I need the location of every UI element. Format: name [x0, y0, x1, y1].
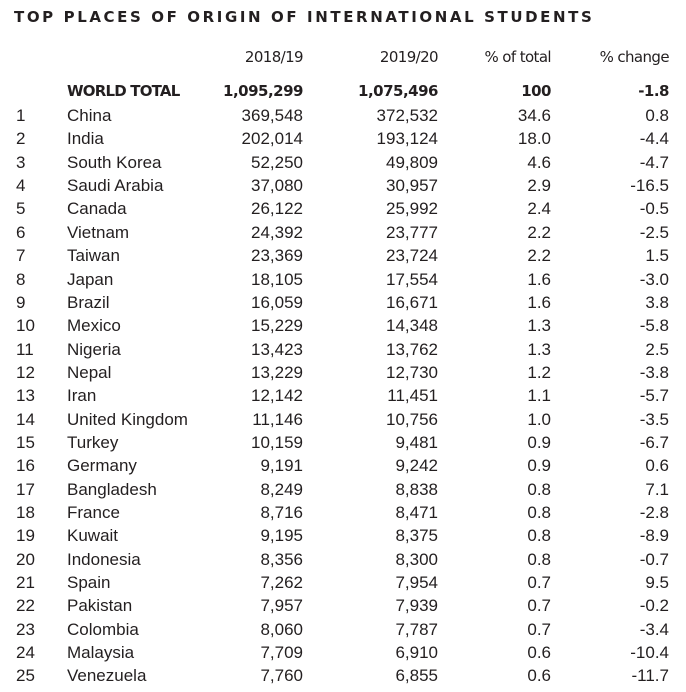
percent-of-total-cell: 0.8 [527, 549, 551, 569]
country-cell: Canada [67, 199, 127, 219]
value-2018-19-cell: 8,356 [260, 549, 303, 569]
value-2018-19-cell: 10,159 [251, 432, 303, 452]
country-cell: Kuwait [67, 526, 119, 546]
value-2018-19-cell: 7,262 [260, 573, 303, 592]
rank-cell: 25 [16, 666, 35, 686]
table-row [0, 314, 686, 337]
column-header-2018-19: 2018/19 [244, 48, 303, 66]
table-row [0, 361, 686, 384]
value-2019-20-cell: 16,671 [386, 292, 438, 312]
rank-cell: 19 [16, 526, 35, 546]
value-2019-20-cell: 25,992 [386, 199, 438, 219]
rank-cell: 23 [16, 619, 35, 639]
country-cell: Mexico [67, 316, 121, 336]
percent-change-cell: -5.8 [639, 316, 669, 336]
rank-cell: 10 [16, 316, 35, 336]
rank-cell: 13 [16, 386, 35, 406]
rank-cell: 15 [16, 432, 35, 452]
percent-change-cell: -0.7 [639, 549, 669, 569]
percent-of-total-cell: 2.2 [527, 246, 551, 266]
country-cell: India [67, 129, 104, 149]
column-header-percent-change: % change [599, 48, 669, 66]
percent-of-total-cell: 4.6 [527, 152, 551, 172]
table-row [0, 501, 686, 524]
value-2019-20-cell: 13,762 [386, 339, 438, 359]
table-row [0, 244, 686, 267]
country-cell: Saudi Arabia [67, 176, 164, 196]
rank-cell: 20 [16, 549, 35, 569]
value-2018-19-cell: 7,709 [260, 643, 303, 663]
rank-cell: 12 [16, 362, 35, 382]
world-total-2018-19: 1,095,299 [223, 82, 303, 100]
percent-of-total-cell: 1.3 [527, 339, 551, 359]
table-row [0, 618, 686, 641]
table-row [0, 478, 686, 501]
value-2019-20-cell: 49,809 [386, 152, 438, 172]
country-cell: Taiwan [67, 246, 120, 266]
percent-of-total-cell: 0.8 [527, 526, 551, 546]
percent-change-cell: -3.0 [639, 269, 669, 289]
table-row [0, 197, 686, 220]
country-cell: Turkey [67, 432, 119, 452]
country-cell: Germany [67, 456, 137, 476]
value-2018-19-cell: 202,014 [241, 129, 303, 149]
country-cell: Vietnam [67, 222, 130, 242]
table-row [0, 104, 686, 127]
rank-cell: 2 [16, 129, 26, 149]
value-2018-19-cell: 12,142 [251, 386, 303, 406]
percent-change-cell: -10.4 [630, 643, 669, 663]
percent-change-cell: 3.8 [645, 292, 669, 312]
value-2018-19-cell: 18,105 [251, 269, 303, 289]
table-row [0, 174, 686, 197]
percent-change-cell: 7.1 [645, 479, 669, 499]
table-title: TOP PLACES OF ORIGIN OF INTERNATIONAL STUDENTS [14, 8, 595, 26]
value-2018-19-cell: 9,195 [260, 526, 303, 546]
value-2019-20-cell: 30,957 [386, 176, 438, 196]
rank-cell: 4 [16, 176, 26, 196]
percent-of-total-cell: 1.3 [527, 316, 551, 336]
country-cell: Bangladesh [67, 479, 157, 499]
table-row [0, 524, 686, 547]
rank-cell: 16 [16, 456, 35, 476]
value-2019-20-cell: 23,777 [386, 222, 438, 242]
value-2019-20-cell: 6,855 [395, 666, 438, 686]
table-row [0, 221, 686, 244]
percent-of-total-cell: 1.6 [527, 269, 551, 289]
percent-of-total-cell: 2.2 [527, 222, 551, 242]
value-2019-20-cell: 372,532 [376, 106, 438, 125]
country-cell: Japan [67, 269, 114, 289]
world-total-percent-change: -1.8 [638, 82, 669, 100]
rank-cell: 17 [16, 479, 35, 499]
value-2018-19-cell: 13,423 [251, 339, 303, 359]
column-header-percent-of-total: % of total [484, 48, 551, 66]
value-2019-20-cell: 6,910 [395, 643, 438, 663]
percent-of-total-cell: 0.8 [527, 479, 551, 499]
value-2019-20-cell: 7,954 [395, 573, 438, 592]
value-2019-20-cell: 17,554 [386, 269, 438, 289]
percent-of-total-cell: 1.1 [527, 386, 551, 406]
value-2018-19-cell: 9,191 [260, 456, 303, 476]
value-2018-19-cell: 8,060 [260, 619, 303, 639]
rank-cell: 6 [16, 222, 26, 242]
rank-cell: 11 [16, 339, 34, 359]
value-2019-20-cell: 7,939 [395, 596, 438, 616]
percent-of-total-cell: 2.4 [527, 199, 551, 219]
value-2018-19-cell: 8,249 [260, 479, 303, 499]
value-2018-19-cell: 37,080 [251, 176, 303, 196]
rank-cell: 1 [16, 106, 26, 125]
value-2018-19-cell: 52,250 [251, 152, 303, 172]
table-row [0, 268, 686, 291]
value-2019-20-cell: 9,242 [395, 456, 438, 476]
rank-cell: 21 [16, 573, 35, 592]
value-2019-20-cell: 8,300 [395, 549, 438, 569]
value-2018-19-cell: 369,548 [241, 106, 303, 125]
rank-cell: 18 [16, 503, 35, 522]
table-row [0, 384, 686, 407]
table-row [0, 664, 686, 687]
percent-change-cell: -5.7 [639, 386, 669, 406]
percent-change-cell: -0.5 [639, 199, 669, 219]
percent-of-total-cell: 0.8 [527, 503, 551, 522]
percent-of-total-cell: 0.6 [527, 643, 551, 663]
rank-cell: 22 [16, 596, 35, 616]
country-cell: Spain [67, 573, 111, 592]
value-2018-19-cell: 15,229 [251, 316, 303, 336]
percent-change-cell: 0.8 [645, 106, 669, 125]
rank-cell: 5 [16, 199, 26, 219]
percent-change-cell: 9.5 [645, 573, 669, 592]
value-2019-20-cell: 193,124 [376, 129, 438, 149]
table-row [0, 548, 686, 571]
percent-change-cell: 0.6 [645, 456, 669, 476]
world-total-2019-20: 1,075,496 [358, 82, 438, 100]
value-2018-19-cell: 13,229 [251, 362, 303, 382]
value-2019-20-cell: 10,756 [386, 409, 438, 429]
percent-change-cell: -3.4 [639, 619, 669, 639]
rank-cell: 3 [16, 152, 26, 172]
value-2018-19-cell: 24,392 [251, 222, 303, 242]
percent-change-cell: -0.2 [639, 596, 669, 616]
percent-of-total-cell: 18.0 [517, 129, 551, 149]
value-2018-19-cell: 7,957 [260, 596, 303, 616]
table-row [0, 408, 686, 431]
value-2018-19-cell: 16,059 [251, 292, 303, 312]
percent-change-cell: -2.8 [639, 503, 669, 522]
value-2018-19-cell: 7,760 [260, 666, 303, 686]
value-2018-19-cell: 23,369 [251, 246, 303, 266]
table-row [0, 431, 686, 454]
country-cell: South Korea [67, 152, 162, 172]
percent-of-total-cell: 1.0 [527, 409, 551, 429]
rank-cell: 9 [16, 292, 26, 312]
percent-change-cell: -2.5 [639, 222, 669, 242]
percent-change-cell: -16.5 [630, 176, 669, 196]
percent-of-total-cell: 0.7 [527, 619, 551, 639]
percent-of-total-cell: 34.6 [517, 106, 551, 125]
rank-cell: 24 [16, 643, 35, 663]
country-cell: Iran [67, 386, 97, 406]
column-header-2019-20: 2019/20 [379, 48, 438, 66]
country-cell: Indonesia [67, 549, 141, 569]
rank-cell: 8 [16, 269, 26, 289]
value-2019-20-cell: 14,348 [386, 316, 438, 336]
country-cell: Venezuela [67, 666, 147, 686]
table-row [0, 291, 686, 314]
table-row [0, 151, 686, 174]
value-2019-20-cell: 8,471 [395, 503, 438, 522]
country-cell: Malaysia [67, 643, 135, 663]
country-cell: United Kingdom [67, 409, 188, 429]
percent-of-total-cell: 0.9 [527, 456, 551, 476]
percent-change-cell: -4.4 [639, 129, 669, 149]
value-2019-20-cell: 11,451 [387, 386, 438, 406]
value-2019-20-cell: 8,375 [395, 526, 438, 546]
country-cell: France [67, 503, 120, 522]
country-cell: Nigeria [67, 339, 121, 359]
percent-change-cell: -8.9 [639, 526, 669, 546]
world-total-label: WORLD TOTAL [67, 82, 180, 100]
value-2018-19-cell: 26,122 [251, 199, 303, 219]
world-total-percent-of-total: 100 [521, 82, 551, 100]
percent-change-cell: -6.7 [639, 432, 669, 452]
value-2018-19-cell: 8,716 [260, 503, 303, 522]
table-row [0, 454, 686, 477]
percent-of-total-cell: 0.7 [527, 573, 551, 592]
percent-change-cell: -4.7 [639, 152, 669, 172]
country-cell: Nepal [67, 362, 112, 382]
percent-of-total-cell: 0.7 [527, 596, 551, 616]
value-2019-20-cell: 23,724 [386, 246, 438, 266]
percent-change-cell: 1.5 [645, 246, 669, 266]
table-row [0, 338, 686, 361]
percent-of-total-cell: 0.9 [527, 432, 551, 452]
value-2019-20-cell: 7,787 [395, 619, 438, 639]
country-cell: China [67, 106, 112, 125]
percent-change-cell: -3.5 [639, 409, 669, 429]
percent-of-total-cell: 1.2 [527, 362, 551, 382]
table-row [0, 594, 686, 617]
table-row [0, 571, 686, 594]
value-2019-20-cell: 8,838 [395, 479, 438, 499]
country-cell: Colombia [67, 619, 139, 639]
rank-cell: 14 [16, 409, 35, 429]
percent-change-cell: 2.5 [645, 339, 669, 359]
country-cell: Brazil [67, 292, 110, 312]
value-2018-19-cell: 11,146 [252, 409, 303, 429]
percent-of-total-cell: 1.6 [527, 292, 551, 312]
percent-of-total-cell: 0.6 [527, 666, 551, 686]
percent-change-cell: -11.7 [631, 666, 669, 686]
value-2019-20-cell: 9,481 [395, 432, 438, 452]
value-2019-20-cell: 12,730 [386, 362, 438, 382]
world-total-row [0, 80, 686, 103]
percent-of-total-cell: 2.9 [527, 176, 551, 196]
percent-change-cell: -3.8 [639, 362, 669, 382]
country-cell: Pakistan [67, 596, 133, 616]
table-row [0, 127, 686, 150]
rank-cell: 7 [16, 246, 26, 266]
table-row [0, 641, 686, 664]
